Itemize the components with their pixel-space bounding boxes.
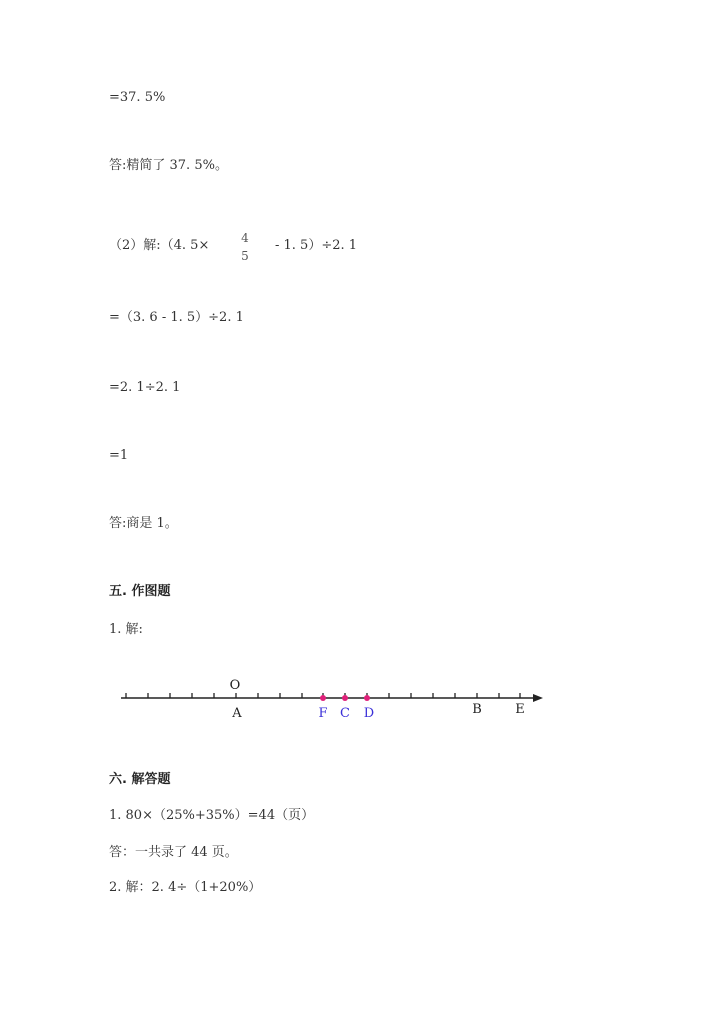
point-F-marker — [320, 695, 326, 701]
question-2-line: （2）解:（4. 5× — [109, 238, 210, 253]
section-6-answer-1: 答：一共录了 44 页。 — [109, 845, 238, 860]
label-B: B — [472, 702, 482, 717]
step-2-line: =2. 1÷2. 1 — [109, 380, 181, 395]
label-C: C — [340, 706, 350, 721]
section-5-question-1: 1. 解: — [109, 622, 143, 637]
number-line-arrow-icon — [533, 694, 543, 702]
answer-line-1: 答:精简了 37. 5%。 — [109, 158, 228, 173]
label-A: A — [232, 706, 242, 721]
step-1-line: =（3. 6 - 1. 5）÷2. 1 — [109, 310, 244, 325]
label-D: D — [363, 706, 375, 721]
point-D-marker — [364, 695, 370, 701]
section-6-question-1: 1. 80×（25%+35%）=44（页） — [109, 808, 315, 823]
label-E: E — [515, 702, 525, 717]
fraction-numerator: 4 — [241, 231, 249, 245]
label-O: O — [229, 678, 241, 693]
section-6-question-2: 2. 解：2. 4÷（1+20%） — [109, 880, 262, 895]
step-3-line: =1 — [109, 448, 129, 463]
section-6-heading: 六. 解答题 — [109, 772, 171, 787]
fraction-denominator: 5 — [241, 249, 249, 263]
point-C-marker — [342, 695, 348, 701]
label-F: F — [318, 706, 328, 721]
section-5-heading: 五. 作图题 — [109, 584, 171, 599]
question-2-suffix: - 1. 5）÷2. 1 — [275, 238, 358, 253]
calc-result-line: =37. 5% — [109, 90, 166, 105]
answer-line-2: 答:商是 1。 — [109, 516, 178, 531]
